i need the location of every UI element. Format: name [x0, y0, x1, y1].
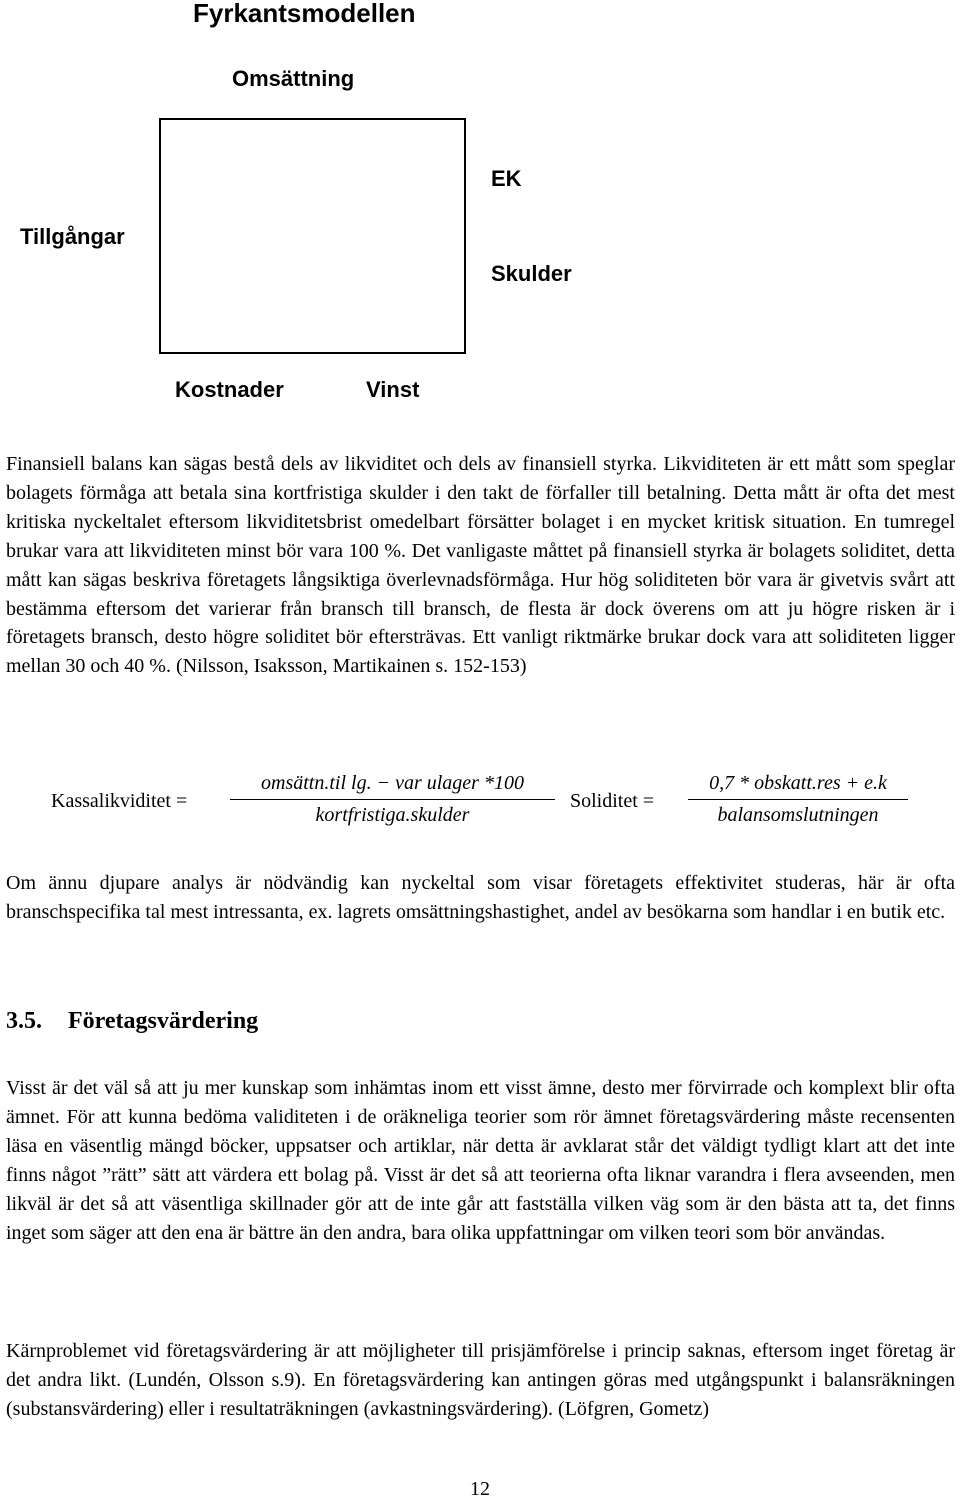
section-title: Företagsvärdering: [68, 1008, 259, 1034]
kassalikviditet-fraction: [230, 772, 555, 827]
soliditet-fraction: [688, 772, 908, 827]
diagram-title: Fyrkantsmodellen: [193, 0, 416, 28]
soliditet-label: Soliditet =: [570, 790, 655, 812]
paragraph-djupare-analys: Om ännu djupare analys är nödvändig kan nyckeltal som visar företagets effektivitet studeras, här är ofta branschspecifika tal mest intressanta, ex. lagrets omsättningshastighet, andel av besökarna som handlar i en butik etc.: [6, 872, 955, 923]
soliditet-numerator: 0,7 * obskatt.res + e.k: [709, 772, 887, 794]
fraction-bar: [230, 799, 555, 800]
kassalikviditet-label: Kassalikviditet =: [51, 790, 188, 812]
soliditet-denominator: balansomslutningen: [717, 804, 879, 826]
label-omsattning: Omsättning: [232, 66, 355, 91]
page-number: 12: [470, 1478, 490, 1500]
label-kostnader: Kostnader: [175, 377, 284, 402]
kassalikviditet-denominator: kortfristiga.skulder: [315, 804, 470, 826]
paragraph-finansiell-balans: Finansiell balans kan sägas bestå dels av likviditet och dels av finansiell styrka. Likviditeten är ett mått som speglar bolagets förmåga att betala sina kortfristiga skulder i den takt de förfaller till betalning. Detta mått är ofta det mest kritiska nyckeltalet eftersom likviditetsbrist omedelbart försätter bolaget i en mycket kritisk situation. En tumregel brukar vara att likviditeten minst bör vara 100 %. Det vanligaste måttet på finansiell styrka är bolagets soliditet, detta mått kan sägas beskriva företagets långsiktiga överlevnadsförmåga. Hur hög soliditeten bör vara är givetvis svårt att bestämma eftersom det varierar från bransch till bransch, de flesta är dock överens om att ju högre risken är i företagets bransch, desto högre soliditet bör eftersträvas. Ett vanligt riktmärke brukar dock vara att soliditeten ligger mellan 30 och 40 %. (Nilsson, Isaksson, Martikainen s. 152-153): [6, 453, 955, 678]
kassalikviditet-numerator: omsättn.til lg. − var ulager *100: [261, 772, 524, 794]
square-model-box: [159, 118, 466, 354]
label-tillgangar: Tillgångar: [20, 224, 125, 249]
label-skulder: Skulder: [491, 261, 572, 286]
label-ek: EK: [491, 166, 522, 191]
section-number: 3.5.: [6, 1008, 42, 1034]
paragraph-karnproblemet: Kärnproblemet vid företagsvärdering är att möjligheter till prisjämförelse i princip saknas, eftersom inget företag är det andra likt. (Lundén, Olsson s.9). En företagsvärdering kan antingen göras med utgångspunkt i balansräkningen (substansvärdering) eller i resultaträkningen (avkastningsvärdering). (Löfgren, Gometz): [6, 1340, 955, 1420]
section-heading: [6, 1008, 258, 1035]
label-vinst: Vinst: [366, 377, 420, 402]
paragraph-visst-ar-det: Visst är det väl så att ju mer kunskap som inhämtas inom ett visst ämne, desto mer förvirrade och komplext blir ofta ämnet. För att kunna bedöma validiteten i de oräkneliga teorier som rör ämnet företagsvärdering måste recensenten läsa en väsentlig mängd böcker, uppsatser och artiklar, när detta är avklarat står det väldigt tydligt klart att det inte finns något ”rätt” sätt att värdera ett bolag på. Visst är det så att teorierna ofta liknar varandra i flera avseenden, men likväl är det så att väsentliga skillnader gör att de inte går att fastställa vilken väg som är den bästa att ta, det finns inget som säger att den ena är bättre än den andra, bara olika uppfattningar om vilken teori som bör användas.: [6, 1077, 955, 1244]
fraction-bar: [688, 799, 908, 800]
